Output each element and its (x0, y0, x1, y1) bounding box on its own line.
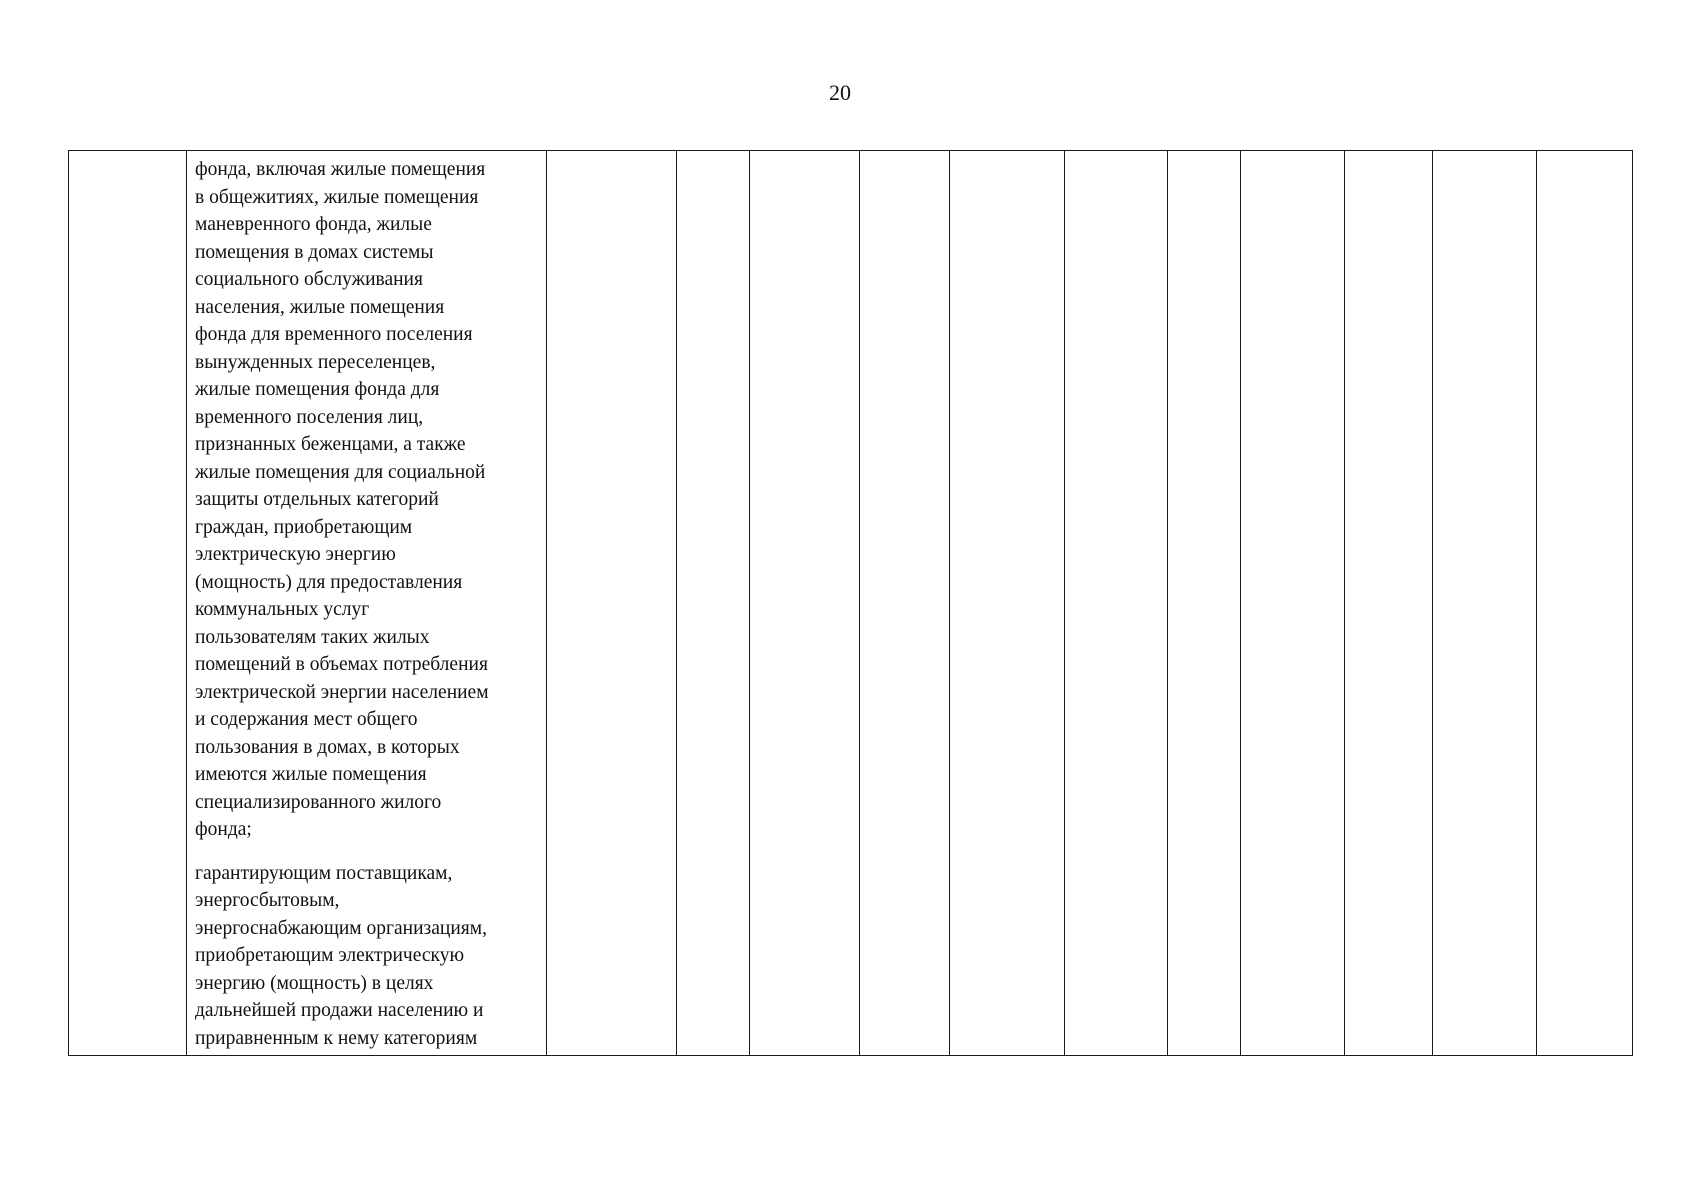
table-cell (1065, 151, 1168, 1056)
table-cell (950, 151, 1065, 1056)
description-paragraph: гарантирующим поставщикам, энергосбытовым, энергоснабжающим организациям, приобретающим электрическую энергию (мощность) в целях дальнейшей продажи населению и приравненным к нему категориям (195, 862, 487, 1049)
table-row (69, 151, 1633, 1056)
data-table (68, 150, 1633, 1056)
table-cell-number (69, 151, 187, 1056)
table-cell (1433, 151, 1537, 1056)
table-cell (1241, 151, 1345, 1056)
table-cell (1345, 151, 1433, 1056)
table-cell (1168, 151, 1241, 1056)
description-paragraph: фонда, включая жилые помещения в общежитиях, жилые помещения маневренного фонда, жилые помещения в домах системы социального обслуживания населения, жилые помещения фонда для временного поселения вынужденных переселенцев, жилые помещения фонда для временного поселения лиц, признанных беженцами, а также жилые помещения для социальной защиты отдельных категорий граждан, приобретающим электрическую энергию (мощность) для предоставления коммунальных услуг пользователям таких жилых помещений в объемах потребления электрической энергии населением и содержания мест общего пользования в домах, в которых имеются жилые помещения специализированного жилого фонда; (195, 159, 489, 840)
table-cell (750, 151, 860, 1056)
table-cell (547, 151, 677, 1056)
table-cell (1537, 151, 1633, 1056)
table-cell (677, 151, 750, 1056)
page-number: 20 (829, 80, 851, 105)
table-cell-description (187, 151, 547, 1056)
table-cell (860, 151, 950, 1056)
